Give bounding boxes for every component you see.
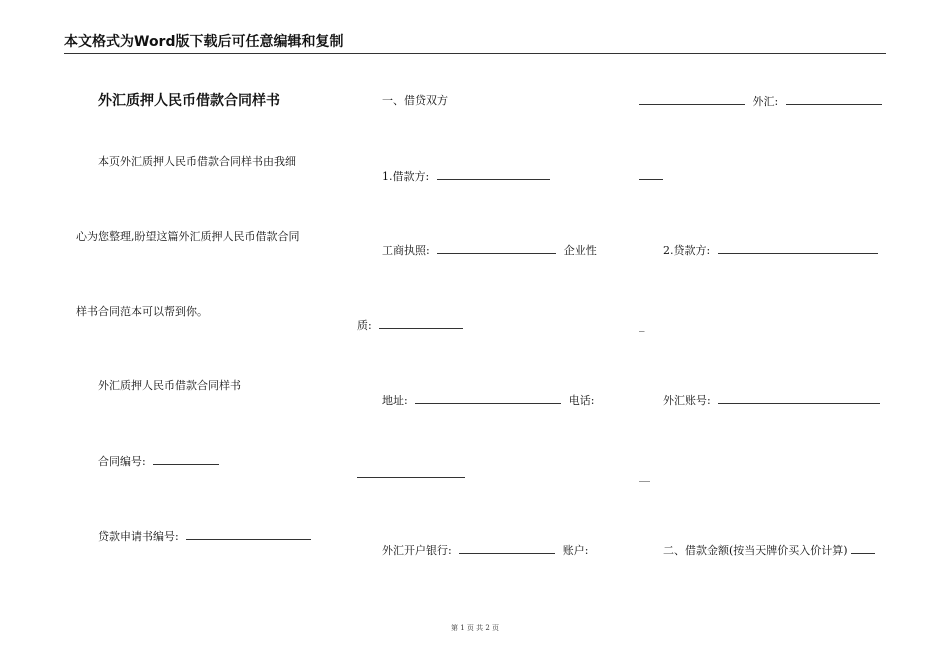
account-label: 账户: — [562, 544, 589, 557]
business-license-field — [382, 243, 597, 258]
phone-label: 电话: — [568, 394, 595, 407]
header-text: 本文格式为Word版下载后可任意编辑和复制 — [64, 34, 344, 50]
business-license-blank — [437, 243, 556, 254]
application-number-blank — [186, 529, 311, 540]
subtitle: 外汇质押人民币借款合同样书 — [98, 379, 241, 392]
contract-number-field — [98, 454, 219, 469]
intro-line-2: 心为您整理,盼望这篇外汇质押人民币借款合同 — [76, 230, 300, 243]
enterprise-nature-blank — [379, 318, 463, 329]
fx-label: 外汇: — [752, 95, 779, 108]
lender-blank — [718, 243, 878, 254]
contract-number-blank — [153, 454, 219, 465]
fx-continuation-blank — [639, 179, 663, 180]
contract-number-label: 合同编号: — [98, 455, 146, 468]
fx-account-blank — [718, 393, 880, 404]
address-blank — [415, 393, 561, 404]
loan-amount-blank — [851, 543, 875, 554]
enterprise-nature-label: 企业性 — [563, 244, 597, 257]
loan-amount-heading: 二、借款金额(按当天牌价买入价计算) — [663, 544, 848, 557]
address-label: 地址: — [382, 394, 408, 407]
borrower-label: 1.借款方: — [382, 170, 430, 183]
page-number: 第 1 页 共 2 页 — [450, 624, 500, 632]
intro-line-3: 样书合同范本可以帮到你。 — [76, 305, 208, 318]
page-footer — [0, 623, 950, 633]
fx-account-continuation-mark: __ — [639, 469, 650, 482]
document-title: 外汇质押人民币借款合同样书 — [98, 93, 280, 109]
phone-continuation-blank — [357, 477, 465, 478]
fx-account-field — [663, 393, 880, 408]
fx-blank — [786, 94, 882, 105]
business-license-label: 工商执照: — [382, 244, 430, 257]
borrower-blank — [437, 169, 550, 180]
borrower-field — [382, 169, 550, 184]
fx-field — [639, 94, 882, 109]
application-number-label: 贷款申请书编号: — [98, 530, 179, 543]
section-parties-heading: 一、借贷双方 — [382, 94, 448, 107]
loan-amount-field — [663, 543, 875, 558]
nature-cont-label: 质: — [357, 319, 372, 332]
fx-bank-label: 外汇开户银行: — [382, 544, 452, 557]
lender-field — [663, 243, 878, 258]
fx-bank-field — [382, 543, 588, 558]
fx-account-label: 外汇账号: — [663, 394, 711, 407]
document-header — [64, 34, 886, 54]
fx-pre-blank — [639, 94, 745, 105]
intro-line-1: 本页外汇质押人民币借款合同样书由我细 — [98, 155, 296, 168]
application-number-field — [98, 529, 311, 544]
fx-bank-blank — [459, 543, 555, 554]
enterprise-nature-field — [357, 318, 463, 333]
address-field — [382, 393, 594, 408]
lender-continuation-mark: _ — [639, 319, 645, 332]
lender-label: 2.贷款方: — [663, 244, 711, 257]
